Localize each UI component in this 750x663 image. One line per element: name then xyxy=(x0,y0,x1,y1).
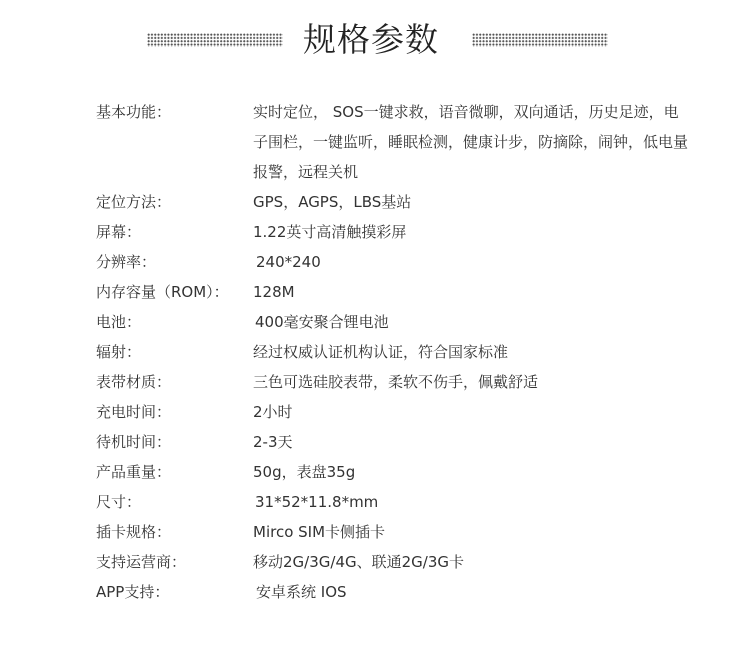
spec-value: 128M xyxy=(253,283,295,301)
spec-label: 定位方法： xyxy=(96,193,172,211)
spec-label: 辐射： xyxy=(96,343,142,361)
spec-row-charging-time xyxy=(0,397,750,427)
spec-row-positioning xyxy=(0,187,750,217)
spec-value: GPS，AGPS，LBS基站 xyxy=(253,193,412,211)
spec-label: 电池： xyxy=(96,313,142,331)
spec-value: 经过权威认证机构认证，符合国家标准 xyxy=(253,343,509,361)
spec-row-memory xyxy=(0,277,750,307)
spec-value: 三色可选硅胶表带，柔软不伤手，佩戴舒适 xyxy=(253,373,539,391)
spec-value: 240*240 xyxy=(256,253,321,271)
spec-label: APP支持： xyxy=(96,583,170,601)
spec-row-basic-functions xyxy=(0,97,750,187)
spec-value: 50g，表盘35g xyxy=(253,463,356,481)
section-header xyxy=(0,18,750,64)
spec-label: 内存容量（ROM）： xyxy=(96,283,229,301)
spec-value: 400毫安聚合锂电池 xyxy=(255,313,389,331)
spec-value: 安卓系统 IOS xyxy=(256,583,347,601)
spec-label: 支持运营商： xyxy=(96,553,187,571)
spec-list xyxy=(0,97,750,607)
spec-value: Mirco SIM卡侧插卡 xyxy=(253,523,386,541)
spec-row-app-support xyxy=(0,577,750,607)
spec-value: 实时定位， SOS一键求救，语音微聊，双向通话，历史足迹，电子围栏，一键监听，睡眠检测，健康计步，防摘除，闹钟，低电量报警，远程关机 xyxy=(253,103,689,181)
spec-row-battery xyxy=(0,307,750,337)
spec-label: 产品重量： xyxy=(96,463,172,481)
spec-row-weight xyxy=(0,457,750,487)
spec-label: 插卡规格： xyxy=(96,523,172,541)
spec-label: 充电时间： xyxy=(96,403,172,421)
spec-row-dimensions xyxy=(0,487,750,517)
spec-value: 移动2G/3G/4G、联通2G/3G卡 xyxy=(253,553,464,571)
spec-label: 基本功能： xyxy=(96,103,172,121)
spec-label: 尺寸： xyxy=(96,493,142,511)
spec-value: 2-3天 xyxy=(253,433,293,451)
spec-row-resolution xyxy=(0,247,750,277)
spec-label: 屏幕： xyxy=(96,223,142,241)
decorative-dots-left xyxy=(147,33,283,47)
spec-label: 待机时间： xyxy=(96,433,172,451)
decorative-dots-right xyxy=(472,33,608,47)
spec-row-carriers xyxy=(0,547,750,577)
spec-value: 1.22英寸高清触摸彩屏 xyxy=(253,223,407,241)
page-title: 规格参数 xyxy=(303,20,439,59)
spec-row-strap-material xyxy=(0,367,750,397)
spec-row-screen xyxy=(0,217,750,247)
spec-value: 2小时 xyxy=(253,403,293,421)
spec-value: 31*52*11.8*mm xyxy=(255,493,379,511)
spec-label: 分辨率： xyxy=(96,253,157,271)
spec-label: 表带材质： xyxy=(96,373,172,391)
spec-row-standby-time xyxy=(0,427,750,457)
spec-row-sim-card xyxy=(0,517,750,547)
spec-row-radiation xyxy=(0,337,750,367)
